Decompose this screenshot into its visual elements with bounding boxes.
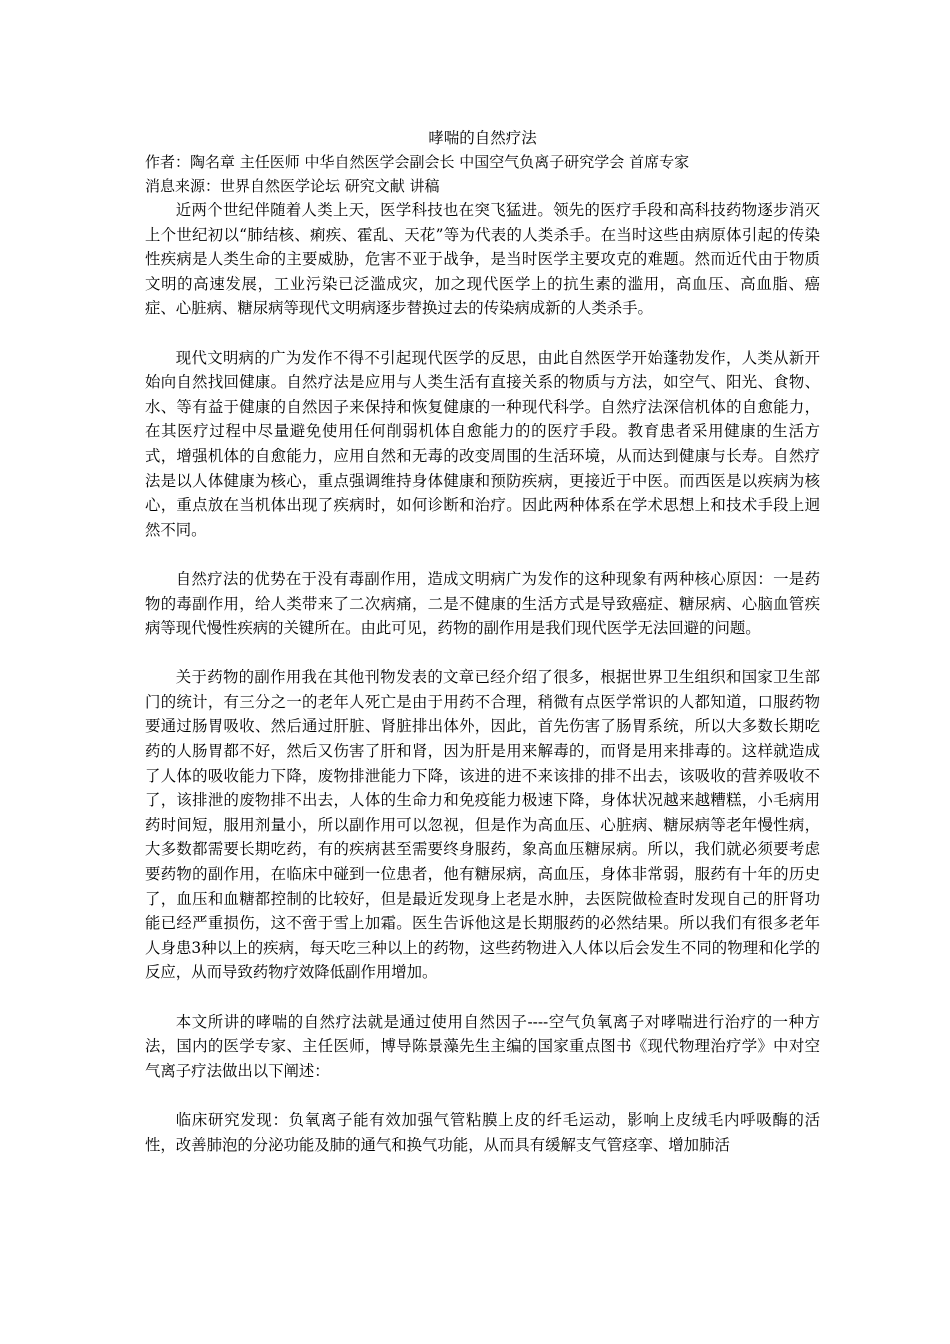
paragraph-3: 自然疗法的优势在于没有毒副作用，造成文明病广为发作的这种现象有两种核心原因：一是药物的毒副作用，给人类带来了二次病痛，二是不健康的生活方式是导致癌症、糖尿病、心脑血管疾病等现代慢性疾病的关键所在。由此可见，药物的副作用是我们现代医学无法回避的问题。 (145, 569, 820, 638)
paragraph-4: 关于药物的副作用我在其他刊物发表的文章已经介绍了很多，根据世界卫生组织和国家卫生部门的统计，有三分之一的老年人死亡是由于用药不合理，稍微有点医学常识的人都知道，口服药物要通过肠胃吸收、然后通过肝脏、肾脏排出体外，因此，首先伤害了肠胃系统，所以大多数长期吃药的人肠胃都不好，然后又伤害了肝和肾，因为肝是用来解毒的，而肾是用来排毒的。这样就造成了人体的吸收能力下降，废物排泄能力下降，该进的进不来该排的排不出去，该吸收的营养吸收不了，该排泄的废物排不出去，人体的生命力和免疫能力极速下降，身体状况越来越糟糕，小毛病用药时间短，服用剂量小，所以副作用可以忽视，但是作为高血压、心脏病、糖尿病等老年慢性病，大多数都需要长期吃药，有的疾病甚至需要终身服药，象高血压糖尿病。所以，我们就必须要考虑要药物的副作用，在临床中碰到一位患者，他有糖尿病，高血压，身体非常弱，服药有十年的历史了，血压和血糖都控制的比较好，但是最近发现身上老是水肿，去医院做检查时发现自己的肝肾功能已经严重损伤，这不啻于雪上加霜。医生告诉他这是长期服药的必然结果。所以我们有很多老年人身患3种以上的疾病，每天吃三种以上的药物，这些药物进入人体以后会发生不同的物理和化学的反应，从而导致药物疗效降低副作用增加。 (145, 668, 820, 982)
paragraph-1: 近两个世纪伴随着人类上天，医学科技也在突飞猛进。领先的医疗手段和高科技药物逐步消灭上个世纪初以“肺结核、痢疾、霍乱、天花”等为代表的人类杀手。在当时这些由病原体引起的传染性疾病是人类生命的主要威胁，危害不亚于战争，是当时医学主要攻克的难题。然而近代由于物质文明的高速发展，工业污染已泛滥成灾，加之现代医学上的抗生素的滥用，高血压、高血脂、癌症、心脏病、糖尿病等现代文明病逐步替换过去的传染病成新的人类杀手。 (145, 201, 820, 318)
author-line: 作者：陶名章 主任医师 中华自然医学会副会长 中国空气负离子研究学会 首席专家 (145, 153, 690, 171)
paragraph-5: 本文所讲的哮喘的自然疗法就是通过使用自然因子----空气负氧离子对哮喘进行治疗的一种方法，国内的医学专家、主任医师，博导陈景藻先生主编的国家重点图书《现代物理治疗学》中对空气离子疗法做出以下阐述： (145, 1012, 820, 1080)
document-page (145, 118, 820, 1182)
document-title: 哮喘的自然疗法 (428, 129, 537, 147)
paragraph-6: 临床研究发现：负氧离子能有效加强气管粘膜上皮的纤毛运动，影响上皮绒毛内呼吸酶的活性，改善肺泡的分泌功能及肺的通气和换气功能，从而具有缓解支气管痉挛、增加肺活 (145, 1110, 820, 1154)
source-line: 消息来源：世界自然医学论坛 研究文献 讲稿 (145, 177, 440, 195)
paragraph-2: 现代文明病的广为发作不得不引起现代医学的反思，由此自然医学开始蓬勃发作，人类从新开始向自然找回健康。自然疗法是应用与人类生活有直接关系的物质与方法，如空气、阳光、食物、水、等有益于健康的自然因子来保持和恢复健康的一种现代科学。自然疗法深信机体的自愈能力，在其医疗过程中尽量避免使用任何削弱机体自愈能力的的医疗手段。教育患者采用健康的生活方式，增强机体的自愈能力，应用自然和无毒的改变周围的生活环境，从而达到健康与长寿。自然疗法是以人体健康为核心，重点强调维持身体健康和预防疾病，更接近于中医。而西医是以疾病为核心，重点放在当机体出现了疾病时，如何诊断和治疗。因此两种体系在学术思想上和技术手段上迥然不同。 (145, 348, 820, 539)
